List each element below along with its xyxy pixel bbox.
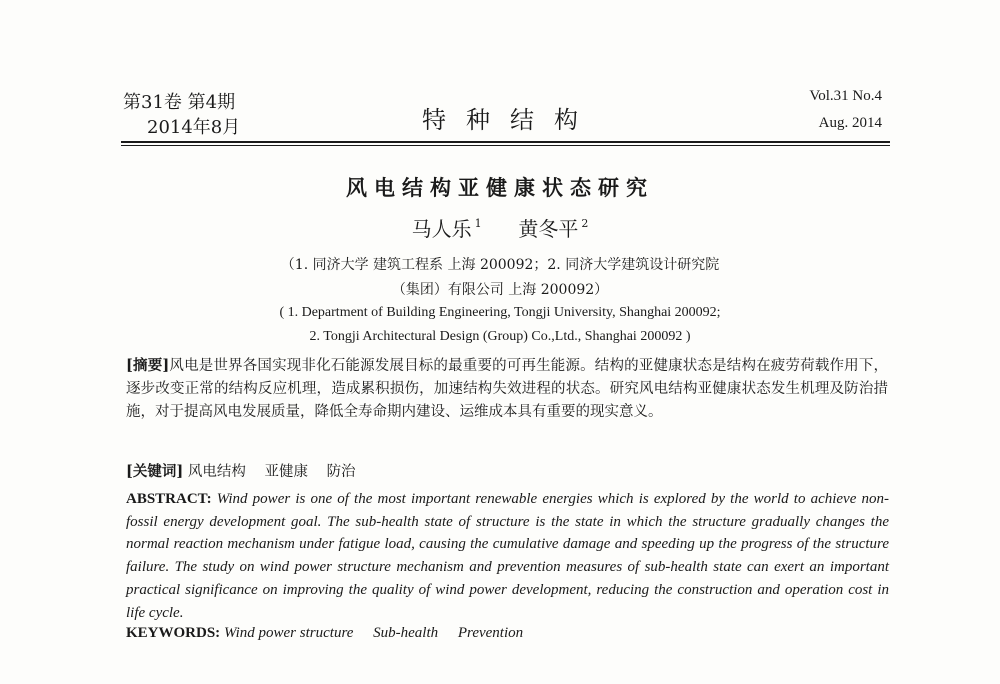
keyword-cn: 亚健康 (264, 464, 308, 480)
keyword-en: Wind power structure (223, 625, 354, 641)
volume-issue-en: Vol.31 No.4 (809, 88, 882, 104)
abstract-en-text: Wind power is one of the most important renewable energies which is explored by the world to achieve non-fossil energy development goal. The sub-health state of structure is the state in which the structure gradually changes the normal reaction mechanism under fatigue load, causing the cumulative damage and speeding up the progress of the structure failure. The study on wind power structure mechanism and prevention measures of sub-health state can exert an important practical significance on improving the quality of wind power development, reducing the construction and operation cost in life cycle. (126, 491, 889, 621)
abstract-en (126, 488, 889, 624)
author-list (0, 213, 1000, 242)
keywords-en-label: KEYWORDS: (126, 625, 221, 641)
author-affiliation-mark: 2 (581, 217, 589, 230)
affiliation-en-line2: 2. Tongji Architectural Design (Group) Co.,Ltd., Shanghai 200092 ) (309, 329, 691, 344)
keywords-cn (126, 460, 370, 481)
publication-date-cn: 2014年8月 (147, 117, 241, 138)
paper-title: 风电结构亚健康状态研究 (346, 175, 654, 200)
keyword-en: Sub-health (373, 625, 439, 641)
author-affiliation-mark: 1 (474, 217, 482, 230)
affiliation-cn-line2: （集团）有限公司 上海 200092） (391, 282, 609, 298)
keyword-cn: 风电结构 (187, 464, 246, 480)
publication-date-en: Aug. 2014 (818, 115, 882, 131)
abstract-cn-label: [摘要] (126, 357, 170, 374)
abstract-en-label: ABSTRACT: (126, 491, 212, 507)
journal-name: 特种结构 (422, 106, 598, 134)
keyword-en: Prevention (457, 625, 524, 641)
keyword-cn: 防治 (326, 464, 356, 480)
affiliation-cn-line1: （1. 同济大学 建筑工程系 上海 200092；2. 同济大学建筑设计研究院 (280, 257, 720, 273)
header-rule-thin (121, 145, 890, 146)
affiliation-en-line1: ( 1. Department of Building Engineering, Tongji University, Shanghai 200092; (279, 305, 721, 320)
abstract-cn-text: 风电是世界各国实现非化石能源发展目标的最重要的可再生能源。结构的亚健康状态是结构在疲劳荷载作用下，逐步改变正常的结构反应机理，造成累积损伤，加速结构失效进程的状态。研究风电结构亚健康状态发生机理及防治措施，对于提高风电发展质量，降低全寿命期内建设、运维成本具有重要的现实意义。 (126, 358, 888, 420)
volume-issue-cn: 第31卷 第4期 (123, 92, 236, 113)
author-name: 马人乐 (411, 217, 472, 241)
abstract-cn (126, 354, 888, 424)
author-name: 黄冬平 (518, 217, 579, 241)
keywords-cn-label: [关键词] (126, 463, 184, 480)
header-rule-thick (121, 141, 890, 143)
keywords-en (126, 625, 539, 642)
